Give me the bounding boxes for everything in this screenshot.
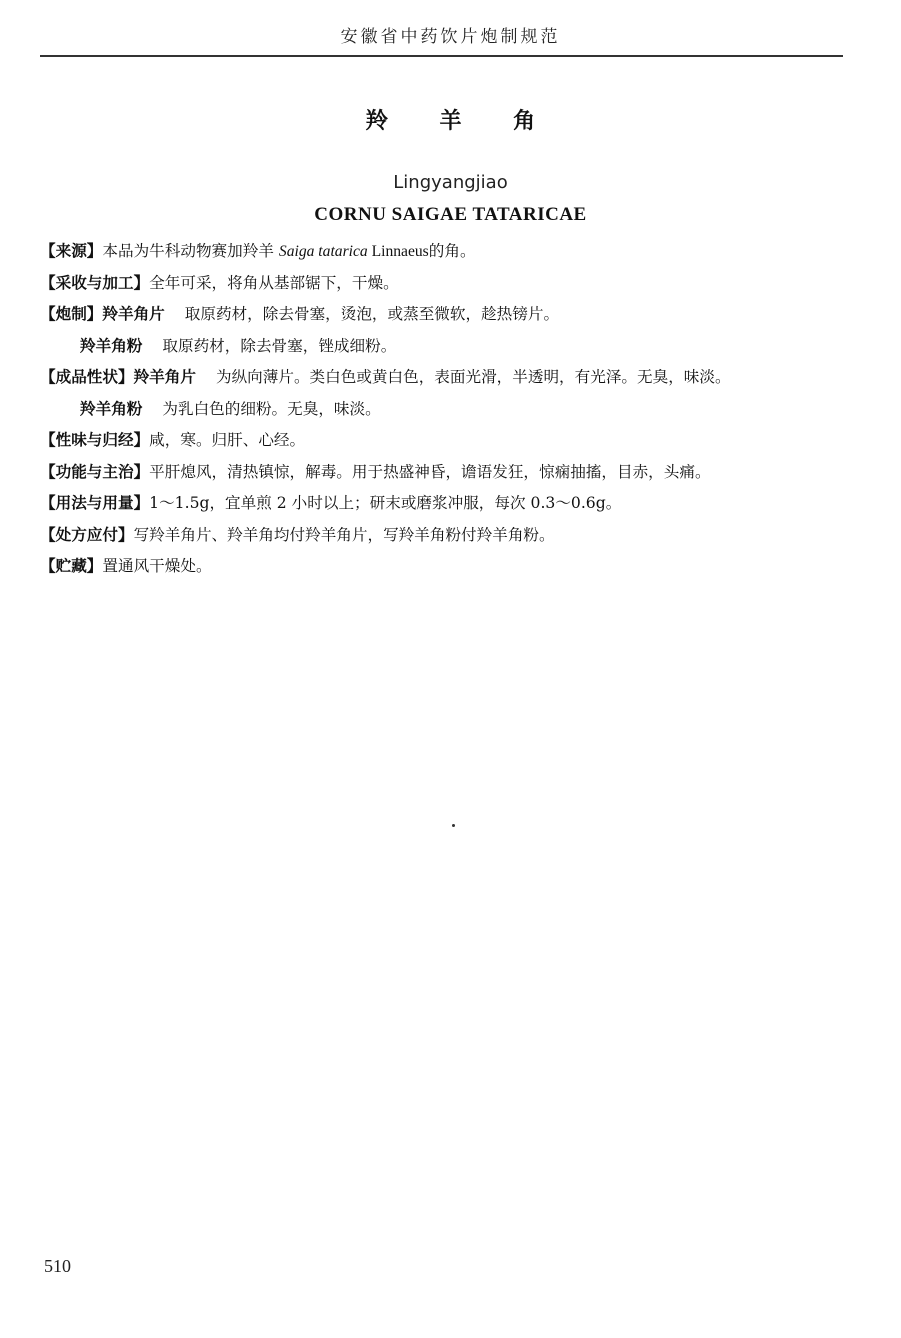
section-text: 咸，寒。归肝、心经。 <box>149 431 306 449</box>
section-heading: 【来源】 <box>40 242 103 260</box>
section-characteristics-item2 <box>40 394 843 426</box>
section-heading: 【用法与用量】 <box>40 494 150 512</box>
section-prescription <box>40 520 843 552</box>
section-text: 平肝熄风，清热镇惊，解毒。用于热盛神昏，谵语发狂，惊痫抽搐，目赤，头痛。 <box>149 462 711 481</box>
section-heading: 【贮藏】 <box>40 557 103 575</box>
section-processing <box>40 299 843 331</box>
section-text: 1～1.5g，宜单煎 2 小时以上；研末或磨浆冲服，每次 0.3～0.6g。 <box>149 494 622 512</box>
section-heading: 【功能与主治】 <box>40 462 150 481</box>
section-text: 的角。 <box>428 242 476 260</box>
page-number: 510 <box>44 1256 71 1276</box>
section-characteristics <box>40 362 843 394</box>
section-source <box>40 236 843 268</box>
header-rule <box>40 55 843 57</box>
section-storage <box>40 551 843 583</box>
item-name: 羚羊角粉 <box>80 336 143 355</box>
section-heading: 【采收与加工】 <box>40 273 150 292</box>
item-name: 羚羊角粉 <box>80 399 143 418</box>
section-heading: 【成品性状】 <box>40 368 134 386</box>
section-heading: 【炮制】 <box>40 305 103 323</box>
pinyin-name: Lingyangjiao <box>393 172 508 193</box>
item-text: 为乳白色的细粉。无臭，味淡。 <box>162 399 381 418</box>
item-text: 取原药材，除去骨塞，烫泡，或蒸至微软，趁热镑片。 <box>184 305 560 323</box>
section-text: 写羚羊角片、羚羊角均付羚羊角片，写羚羊角粉付羚羊角粉。 <box>133 525 555 544</box>
section-text: 置通风干燥处。 <box>102 557 212 575</box>
section-functions <box>40 457 843 489</box>
section-nature <box>40 425 843 457</box>
item-name: 羚羊角片 <box>102 305 165 323</box>
section-usage <box>40 488 843 520</box>
section-heading: 【处方应付】 <box>40 525 134 544</box>
latin-name: CORNU SAIGAE TATARICAE <box>314 204 587 225</box>
section-text: 本品为牛科动物赛加羚羊 <box>102 242 279 260</box>
running-header: 安徽省中药饮片炮制规范 <box>340 27 561 47</box>
section-heading: 【性味与归经】 <box>40 431 150 449</box>
entry-body <box>40 236 843 583</box>
species-authority: Linnaeus <box>367 243 429 260</box>
section-collection <box>40 268 843 300</box>
scan-speck <box>452 824 455 827</box>
item-text: 为纵向薄片。类白色或黄白色，表面光滑，半透明，有光泽。无臭，味淡。 <box>215 368 731 386</box>
item-name: 羚羊角片 <box>133 368 196 386</box>
section-processing-item2 <box>40 331 843 363</box>
item-text: 取原药材，除去骨塞，锉成细粉。 <box>162 336 397 355</box>
section-text: 全年可采，将角从基部锯下，干燥。 <box>149 273 399 292</box>
species-name: Saiga tatarica <box>278 243 368 260</box>
entry-title: 羚 羊 角 <box>365 109 558 134</box>
